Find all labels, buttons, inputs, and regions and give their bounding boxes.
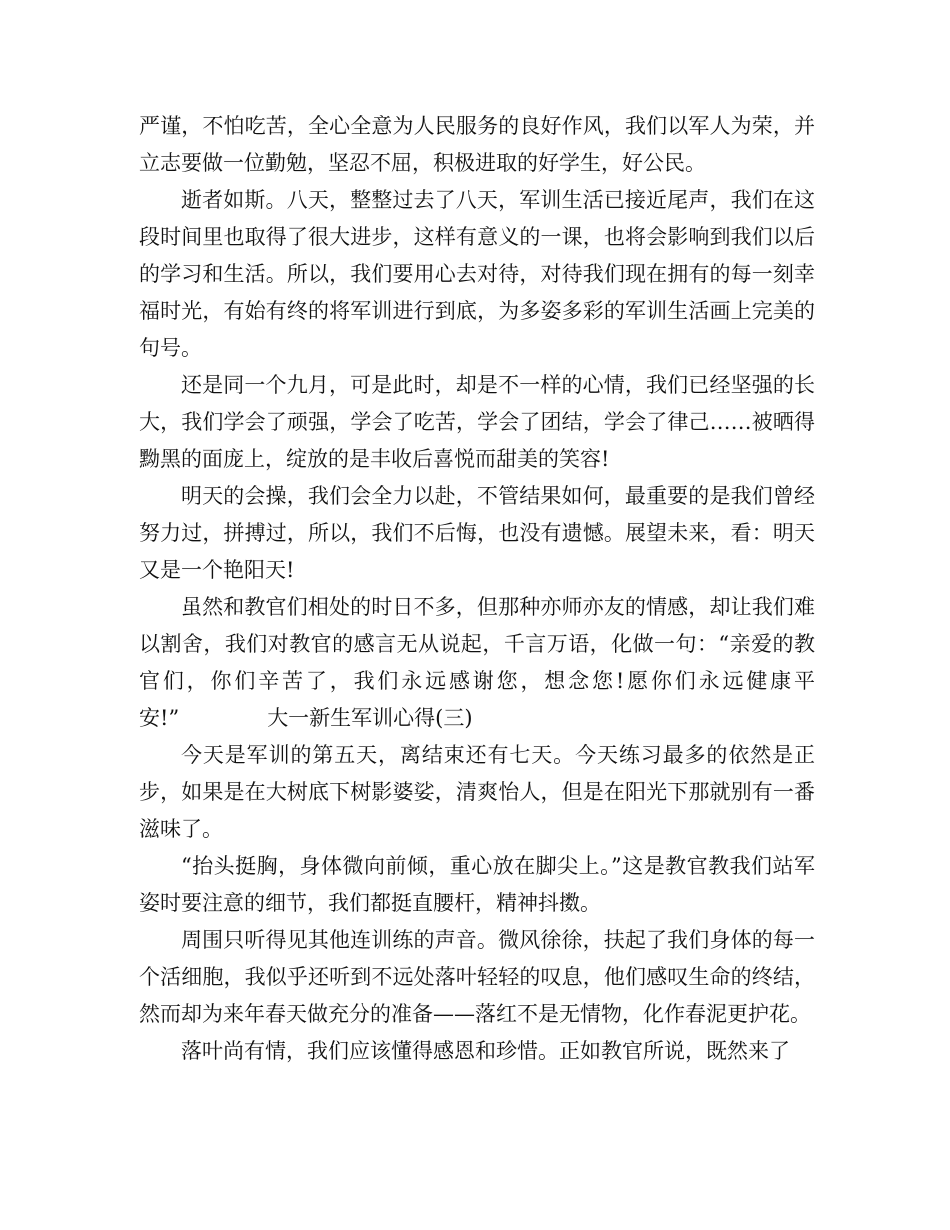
paragraph: 逝者如斯。八天，整整过去了八天，军训生活已接近尾声，我们在这段时间里也取得了很大进步，这样有意义的一课，也将会影响到我们以后的学习和生活。所以，我们要用心去对待，对待我们现在拥有的每一刻幸福时光，有始有终的将军训进行到底，为多姿多彩的军训生活画上完美的句号。: [139, 188, 815, 360]
paragraph-with-heading: [139, 589, 815, 737]
paragraph: 明天的会操，我们会全力以赴，不管结果如何，最重要的是我们曾经努力过，拼搏过，所以，我们不后悔，也没有遗憾。展望未来，看：明天又是一个艳阳天!: [139, 484, 815, 582]
paragraph-continued: 严谨，不怕吃苦，全心全意为人民服务的良好作风，我们以军人为荣，并立志要做一位勤勉，坚忍不屈，积极进取的好学生，好公民。: [139, 114, 815, 175]
paragraph-truncated: 落叶尚有情，我们应该懂得感恩和珍惜。正如教官所说，既然来了: [181, 1039, 790, 1063]
paragraph: “抬头挺胸，身体微向前倾，重心放在脚尖上。”这是教官教我们站军姿时要注意的细节，我们都挺直腰杆，精神抖擞。: [139, 854, 815, 915]
paragraph: 还是同一个九月，可是此时，却是不一样的心情，我们已经坚强的长大，我们学会了顽强，学会了吃苦，学会了团结，学会了律己……被晒得黝黑的面庞上，绽放的是丰收后喜悦而甜美的笑容!: [139, 373, 815, 471]
paragraph-text: 虽然和教官们相处的时日不多，但那种亦师亦友的情感，却让我们难以割舍，我们对教官的感言无从说起，千言万语，化做一句：“亲爱的教官们，你们辛苦了，我们永远感谢您，想念您!愿你们永远健康平安!”: [139, 595, 815, 730]
section-heading: 大一新生军训心得(三): [267, 706, 473, 730]
document-body: [139, 108, 815, 1070]
paragraph: 周围只听得见其他连训练的声音。微风徐徐，扶起了我们身体的每一个活细胞，我似乎还听到不远处落叶轻轻的叹息，他们感叹生命的终结，然而却为来年春天做充分的准备——落红不是无情物，化作春泥更护花。: [139, 928, 815, 1026]
paragraph: 今天是军训的第五天，离结束还有七天。今天练习最多的依然是正步，如果是在大树底下树影婆娑，清爽怡人，但是在阳光下那就别有一番滋味了。: [139, 743, 815, 841]
